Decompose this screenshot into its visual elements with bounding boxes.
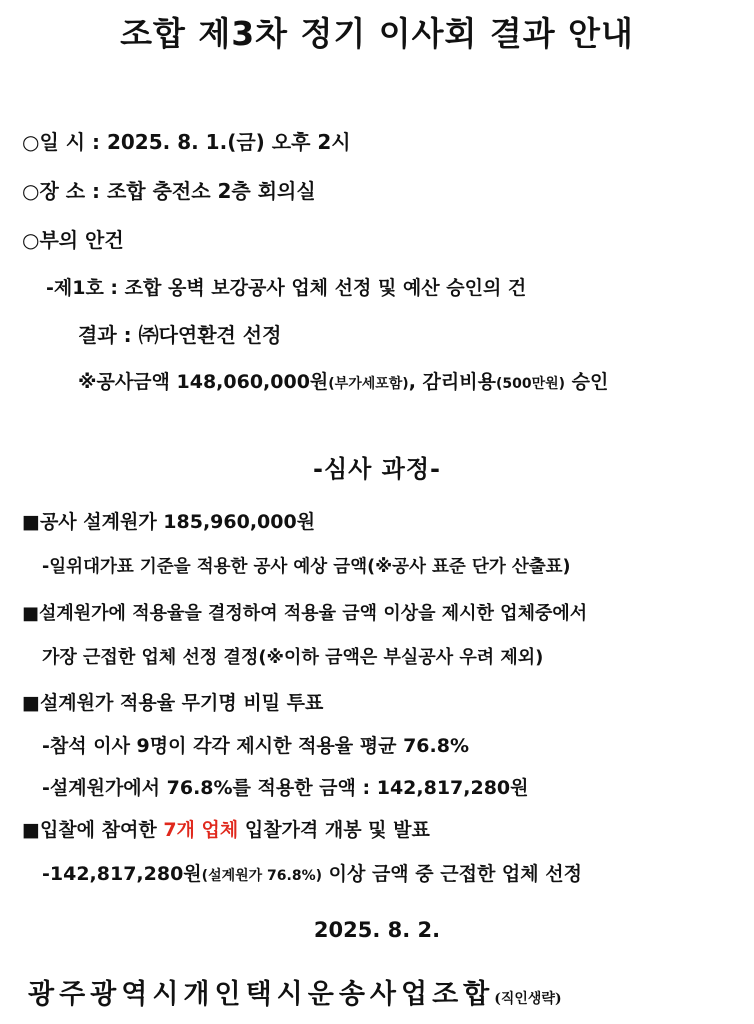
issue-date: 2025. 8. 2. [313,918,441,942]
meeting-place-line: ○장 소 : 조합 충전소 2층 회의실 [22,179,316,203]
review-line-8-a: ■입찰에 참여한 [22,819,164,841]
review-line-8-b: 입찰가격 개봉 및 발표 [238,819,430,841]
review-line-2: -일위대가표 기준을 적용한 공사 예상 금액(※공사 표준 단가 산출표) [42,557,571,577]
amount-end: 승인 [565,371,609,393]
seal-omitted-note: (직인생략) [494,991,562,1007]
amount-supervision: (500만원) [495,376,566,392]
agenda-item-1: -제1호 : 조합 옹벽 보강공사 업체 선정 및 예산 승인의 건 [46,277,527,299]
review-line-9 [42,859,582,886]
review-line-8 [22,815,430,842]
agenda-header: ○부의 안건 [22,228,124,252]
companies-count-highlight: 7개 업체 [163,819,239,841]
review-line-5: ■설계원가 적용율 무기명 비밀 투표 [22,692,324,714]
amount-vat: (부가세포함) [328,376,409,392]
review-line-6: -참석 이사 9명이 각각 제시한 적용율 평균 76.8% [42,735,469,757]
amount-line [78,367,608,394]
organization-name-text: 광주광역시개인택시운송사업조합 [28,979,495,1010]
review-line-3: ■설계원가에 적용율을 결정하여 적용율 금액 이상을 제시한 업체중에서 [22,603,588,624]
review-line-4: 가장 근접한 업체 선정 결정(※이하 금액은 부실공사 우려 제외) [42,647,544,668]
agenda-result: 결과 : ㈜다연환견 선정 [78,323,282,347]
meeting-date-line: ○일 시 : 2025. 8. 1.(금) 오후 2시 [22,130,351,154]
amount-main: ※공사금액 148,060,000원 [78,371,329,393]
amount-mid: , 감리비용 [408,371,496,393]
review-line-9-a: -142,817,280원 [42,863,202,885]
review-line-9-small: (설계원가 76.8%) [201,868,323,884]
review-line-9-b: 이상 금액 중 근접한 업체 선정 [322,863,582,885]
review-line-7: -설계원가에서 76.8%를 적용한 금액 : 142,817,280원 [42,777,529,799]
review-line-1: ■공사 설계원가 185,960,000원 [22,511,316,533]
document-title: 조합 제3차 정기 이사회 결과 안내 [120,14,634,53]
review-section-title: -심사 과정- [312,455,441,483]
organization-name [28,972,562,1011]
